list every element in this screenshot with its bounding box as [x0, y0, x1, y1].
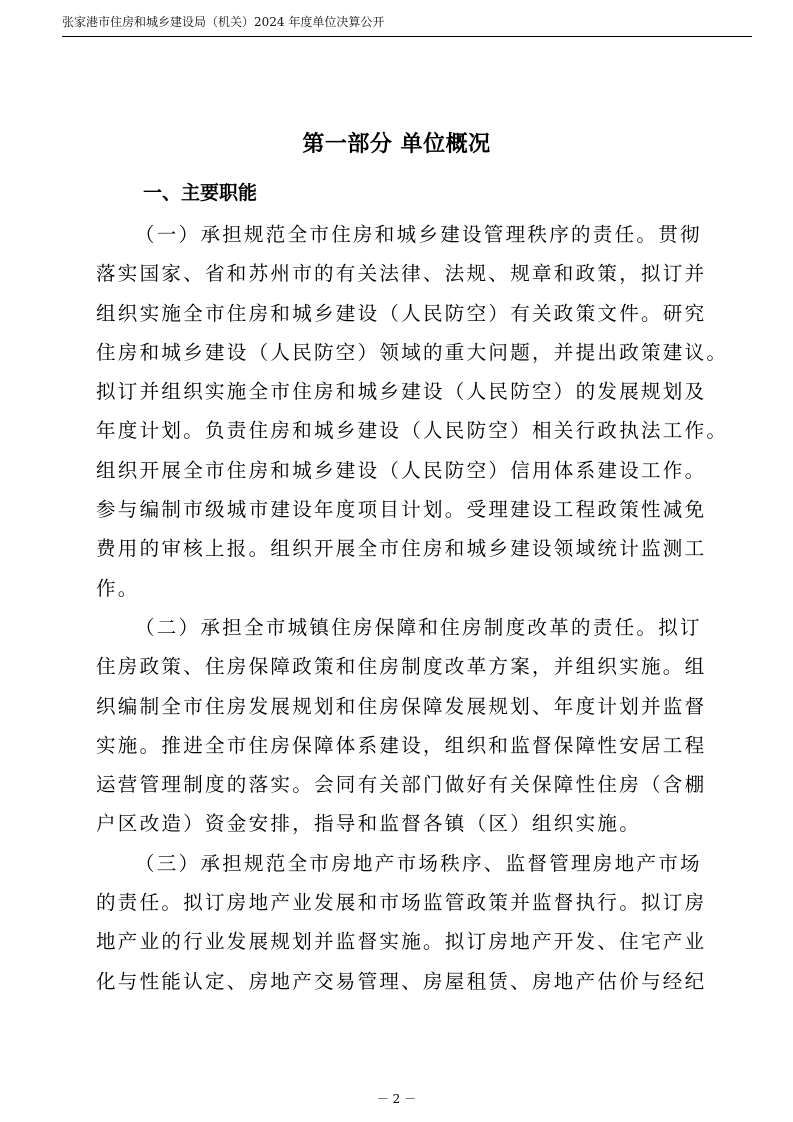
running-header: 张家港市住房和城乡建设局（机关）2024 年度单位决算公开 — [62, 15, 385, 29]
paragraph-3 — [96, 844, 712, 1001]
page-title: 第一部分 单位概况 — [302, 132, 491, 157]
text-line: 组织实施全市住房和城乡建设（人民防空）有关政策文件。研究 — [96, 301, 707, 325]
header-divider — [62, 36, 752, 37]
body-content — [96, 215, 729, 1001]
text-line: 住房和城乡建设（人民防空）领域的重大问题，并提出政策建议。 — [96, 340, 729, 364]
text-line: 织编制全市住房发展规划和住房保障发展规划、年度计划并监督 — [96, 694, 707, 718]
text-line: 参与编制市级城市建设年度项目计划。受理建设工程政策性减免 — [96, 498, 707, 522]
text-line: 运营管理制度的落实。会同有关部门做好有关保障性住房（含棚 — [96, 773, 707, 797]
text-line: 组织开展全市住房和城乡建设（人民防空）信用体系建设工作。 — [96, 458, 707, 482]
text-line: 年度计划。负责住房和城乡建设（人民防空）相关行政执法工作。 — [96, 419, 729, 443]
text-line: 化与性能认定、房地产交易管理、房屋租赁、房地产估价与经纪 — [96, 969, 707, 993]
text-line: 作。 — [96, 576, 140, 600]
section-heading: 一、主要职能 — [143, 182, 258, 204]
paragraph-1 — [96, 215, 729, 608]
text-line: 户区改造）资金安排，指导和监督各镇（区）组织实施。 — [96, 812, 642, 836]
text-line: 落实国家、省和苏州市的有关法律、法规、规章和政策，拟订并 — [96, 262, 707, 286]
text-line: 实施。推进全市住房保障体系建设，组织和监督保障性安居工程 — [96, 733, 707, 757]
text-line: （一）承担规范全市住房和城乡建设管理秩序的责任。贯彻 — [135, 223, 702, 246]
page-number: － 2 － — [376, 1092, 417, 1106]
text-line: 住房政策、住房保障政策和住房制度改革方案，并组织实施。组 — [96, 655, 707, 679]
text-line: 费用的审核上报。组织开展全市住房和城乡建设领域统计监测工 — [96, 537, 707, 561]
text-line: 的责任。拟订房地产业发展和市场监管政策并监督执行。拟订房 — [96, 891, 707, 915]
text-line: 地产业的行业发展规划并监督实施。拟订房地产开发、住宅产业 — [96, 930, 707, 954]
text-line: 拟订并组织实施全市住房和城乡建设（人民防空）的发展规划及 — [96, 380, 707, 404]
text-line: （二）承担全市城镇住房保障和住房制度改革的责任。拟订 — [135, 615, 702, 639]
paragraph-2 — [96, 608, 712, 844]
text-line: （三）承担规范全市房地产市场秩序、监督管理房地产市场 — [135, 851, 702, 875]
